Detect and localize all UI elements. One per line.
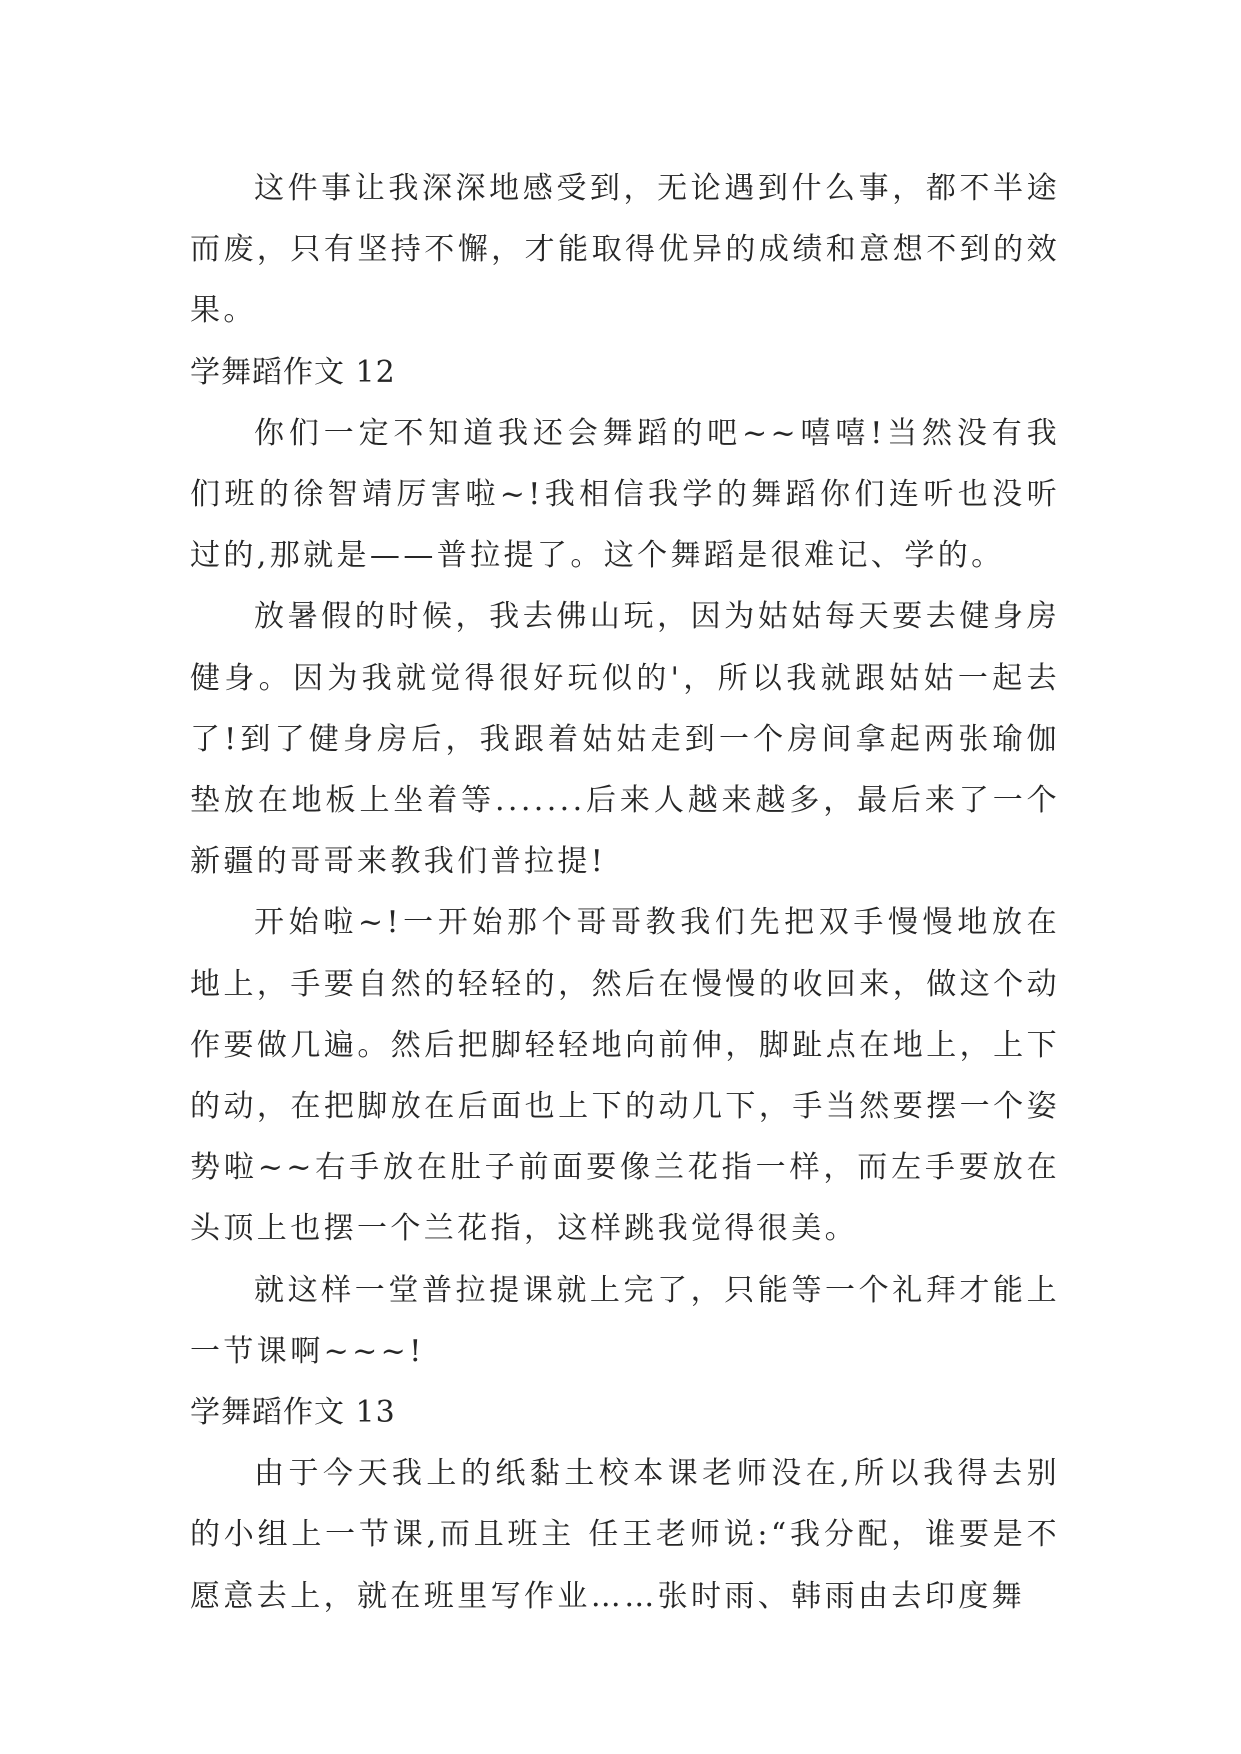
paragraph-class-end: 就这样一堂普拉提课就上完了，只能等一个礼拜才能上一节课啊~~~! [190, 1272, 1060, 1369]
document-body [190, 158, 1060, 1627]
paragraph-intro-dance: 你们一定不知道我还会舞蹈的吧~~嘻嘻!当然没有我们班的徐智靖厉害啦~!我相信我学的舞蹈你们连听也没听过的,那就是——普拉提了。这个舞蹈是很难记、学的。 [190, 415, 1060, 574]
essay-title-13: 学舞蹈作文 13 [190, 1395, 396, 1431]
essay-title-12: 学舞蹈作文 12 [190, 354, 396, 390]
paragraph-pilates-moves: 开始啦~!一开始那个哥哥教我们先把双手慢慢地放在地上，手要自然的轻轻的，然后在慢慢的收回来，做这个动作要做几遍。然后把脚轻轻地向前伸，脚趾点在地上，上下的动，在把脚放在后面也上下的动几下，手当然要摆一个姿势啦~~右手放在肚子前面要像兰花指一样，而左手要放在头顶上也摆一个兰花指，这样跳我觉得很美。 [190, 905, 1060, 1247]
paragraph-conclusion: 这件事让我深深地感受到，无论遇到什么事，都不半途而废，只有坚持不懈，才能取得优异的成绩和意想不到的效果。 [190, 171, 1060, 329]
paragraph-summer-gym: 放暑假的时候，我去佛山玩，因为姑姑每天要去健身房健身。因为我就觉得很好玩似的'，所以我就跟姑姑一起去了!到了健身房后，我跟着姑姑走到一个房间拿起两张瑜伽垫放在地板上坐着等.......后来人越来越多，最后来了一个新疆的哥哥来教我们普拉提! [190, 599, 1060, 880]
paragraph-clay-class: 由于今天我上的纸黏土校本课老师没在,所以我得去别的小组上一节课,而且班主 任王老师说:“我分配，谁要是不愿意去上，就在班里写作业……张时雨、韩雨由去印度舞 [190, 1456, 1060, 1614]
